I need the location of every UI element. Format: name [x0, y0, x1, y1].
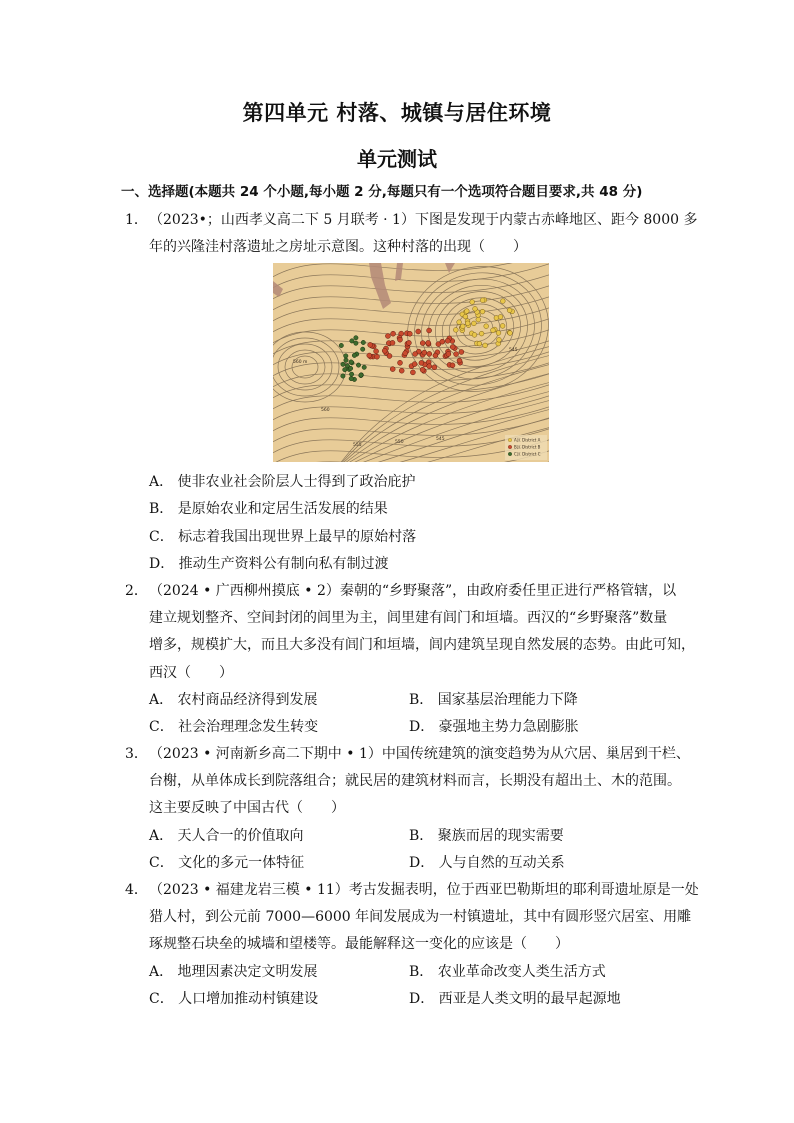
question-text-line: 年的兴隆洼村落遗址之房址示意图。这种村落的出现（ ） [149, 239, 527, 255]
legend-label: A区 District A [514, 437, 541, 443]
house-dot [343, 368, 347, 372]
house-dot [407, 331, 412, 336]
house-dot [480, 298, 485, 303]
house-dot [361, 347, 365, 351]
house-dot [349, 376, 353, 380]
option-b[interactable]: B． 农业革命改变人类生活方式 [409, 964, 606, 980]
house-dot [413, 352, 418, 357]
house-dot [459, 350, 464, 355]
house-dot [398, 360, 403, 365]
legend-swatch-a [508, 438, 512, 442]
house-dot [450, 345, 455, 350]
legend-label: C区 District C [514, 451, 541, 457]
option-d[interactable]: D． 西亚是人类文明的最早起源地 [409, 991, 621, 1007]
house-dot [354, 336, 358, 340]
question-text-line: 建立规划整齐、空间封闭的闾里为主，闾里建有闾门和垣墙。西汉的“乡野聚落”数量 [149, 610, 668, 626]
question-text-line: 增多，规模扩大，而且大多没有闾门和垣墙，闾内建筑呈现自然发展的态势。由此可知， [149, 637, 695, 653]
house-dot [453, 328, 458, 333]
contour-label: 560 m [293, 360, 308, 365]
house-dot [352, 353, 356, 357]
house-dot [390, 340, 395, 345]
house-dot [344, 354, 348, 358]
option-a[interactable]: A． 使非农业社会阶层人士得到了政治庇护 [149, 474, 416, 490]
section-heading: 一、选择题(本题共 24 个小题,每小题 2 分,每题只有一个选项符合题目要求,共 48 分) [121, 184, 643, 200]
house-dot [416, 329, 421, 334]
house-dot [497, 337, 502, 342]
question-text-line: （2023 • 福建龙岩三模 • 11）考古发掘表明，位于西亚巴勒斯坦的耶利哥遗址原是一处 [149, 882, 699, 898]
option-c[interactable]: C． 文化的多元一体特征 [149, 855, 305, 871]
option-d[interactable]: D． 豪强地主势力急剧膨胀 [409, 719, 579, 735]
house-dot [403, 351, 408, 356]
map-illustration [273, 263, 549, 462]
contour-label: 560 [321, 408, 330, 413]
house-dot [422, 350, 427, 355]
option-c[interactable]: C． 社会治理理念发生转变 [149, 719, 319, 735]
house-dot [341, 362, 345, 366]
house-dot [500, 324, 505, 329]
option-a[interactable]: A． 农村商品经济得到发展 [149, 692, 318, 708]
house-dot [479, 331, 484, 336]
house-dot [457, 320, 462, 325]
question-text-line: （2023•；山西孝义高二下 5 月联考 · 1）下图是发现于内蒙古赤峰地区、距今 8000 多 [149, 212, 698, 228]
house-dot [427, 351, 432, 356]
question-text-line: 台榭，从单体成长到院落组合；就民居的建筑材料而言，长期没有超出土、木的范围。 [149, 773, 681, 789]
option-d[interactable]: D． 人与自然的互动关系 [409, 855, 565, 871]
house-dot [368, 342, 373, 347]
house-dot [382, 348, 387, 353]
house-dot [359, 373, 363, 377]
house-dot [385, 334, 390, 339]
house-dot [349, 372, 353, 376]
contour-label: 550 [395, 440, 404, 445]
legend-swatch-b [508, 445, 512, 449]
house-dot [470, 300, 475, 305]
question-text-line: 琢规整石块垒的城墙和望楼等。最能解释这一变化的应该是（ ） [149, 936, 569, 952]
question-number: 4． [125, 882, 148, 898]
house-dot [398, 337, 403, 342]
house-dot [399, 368, 404, 373]
house-dot [375, 354, 380, 359]
house-dot [480, 309, 485, 314]
house-dot [390, 367, 395, 372]
house-dot [463, 314, 468, 319]
house-dot [356, 363, 360, 367]
house-dot [362, 365, 366, 369]
map-legend [505, 435, 547, 460]
village-site-map [273, 263, 549, 462]
option-b[interactable]: B． 聚族而居的现实需要 [409, 828, 564, 844]
house-dot [457, 358, 462, 363]
house-dot [477, 341, 482, 346]
house-dot [445, 338, 450, 343]
house-dot [412, 362, 417, 367]
legend-swatch-c [508, 452, 512, 456]
house-dot [464, 309, 469, 314]
house-dot [472, 333, 477, 338]
house-dot [341, 374, 345, 378]
house-dot [427, 328, 432, 333]
option-c[interactable]: C． 标志着我国出现世界上最早的原始村落 [149, 529, 417, 545]
house-dot [483, 343, 488, 348]
house-dot [420, 341, 425, 346]
house-dot [460, 324, 465, 329]
house-dot [507, 308, 512, 313]
house-dot [427, 364, 432, 369]
house-dot [500, 299, 505, 304]
house-dot [491, 328, 496, 333]
house-dot [419, 360, 424, 365]
question-text-line: 这主要反映了中国古代（ ） [149, 800, 345, 816]
house-dot [387, 354, 392, 359]
house-dot [433, 353, 438, 358]
house-dot [361, 340, 365, 344]
house-dot [350, 339, 354, 343]
house-dot [498, 315, 503, 320]
house-dot [339, 343, 343, 347]
option-b[interactable]: B． 是原始农业和定居生活发展的结果 [149, 501, 388, 517]
house-dot [473, 306, 478, 311]
house-dot [374, 349, 379, 354]
house-dot [420, 367, 425, 372]
house-dot [432, 365, 437, 370]
house-dot [344, 358, 348, 362]
option-c[interactable]: C． 人口增加推动村镇建设 [149, 991, 319, 1007]
contour-label: 555 [353, 443, 362, 448]
question-text-line: （2024 • 广西柳州摸底 • 2）秦朝的“乡野聚落”，由政府委任里正进行严格管辖，以 [149, 583, 677, 599]
question-number: 3． [125, 746, 148, 762]
house-dot [410, 370, 415, 375]
house-dot [454, 352, 459, 357]
question-text-line: 西汉（ ） [149, 665, 233, 681]
option-a[interactable]: A． 地理因素决定文明发展 [149, 964, 318, 980]
house-dot [465, 321, 470, 326]
house-dot [450, 363, 455, 368]
unit-subtitle: 单元测试 [357, 147, 437, 171]
legend-label: B区 District B [514, 444, 541, 450]
option-a[interactable]: A． 天人合一的价值取向 [149, 828, 304, 844]
house-dot [406, 340, 411, 345]
question-number: 1． [125, 212, 148, 228]
house-dot [367, 353, 372, 358]
house-dot [446, 352, 451, 357]
house-dot [484, 324, 489, 329]
house-dot [476, 317, 481, 322]
option-b[interactable]: B． 国家基层治理能力下降 [409, 692, 578, 708]
house-dot [472, 321, 477, 326]
house-dot [391, 331, 396, 336]
house-dot [348, 366, 352, 370]
house-dot [508, 331, 513, 336]
question-number: 2． [125, 583, 148, 599]
contour-label: 545 [436, 437, 445, 442]
house-dot [426, 340, 431, 345]
question-text-line: （2023 • 河南新乡高二下期中 • 1）中国传统建筑的演变趋势为从穴居、巢居到干栏、 [149, 746, 690, 762]
house-dot [440, 339, 445, 344]
house-dot [349, 360, 353, 364]
option-d[interactable]: D． 推动生产资料公有制向私有制过渡 [149, 556, 389, 572]
house-dot [496, 331, 501, 336]
unit-title: 第四单元 村落、城镇与居住环境 [242, 101, 552, 125]
question-text-line: 猎人村，到公元前 7000—6000 年间发展成为一村镇遗址，其中有圆形竖穴居室、用雕 [149, 909, 692, 925]
contour-label: 545 [509, 348, 518, 353]
house-dot [354, 341, 358, 345]
